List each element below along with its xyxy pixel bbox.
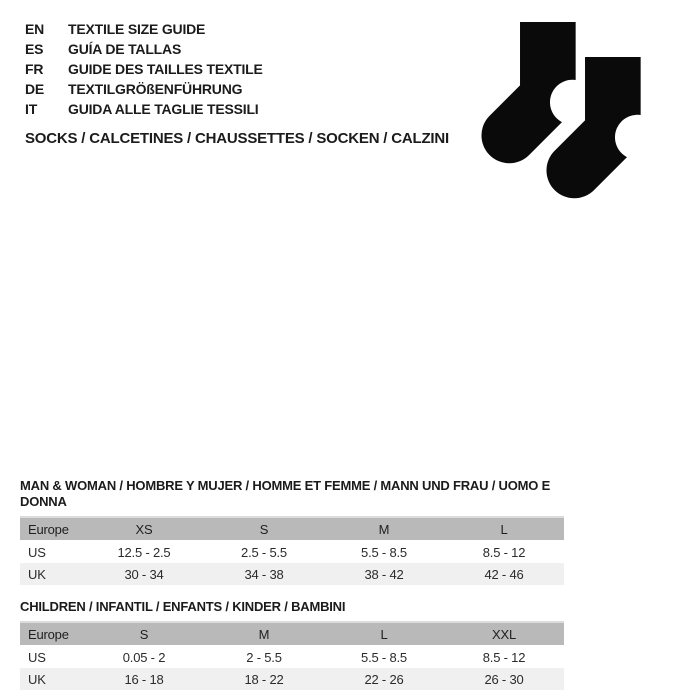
size-value-cell: 26 - 30 [484,671,524,687]
language-row-de [25,79,263,99]
size-table-man-woman [20,516,564,585]
size-value-cell: 22 - 26 [364,671,404,687]
language-row-es [25,39,263,59]
size-value-cell: 30 - 34 [124,566,164,582]
table-header-row [20,622,564,646]
language-label: TEXTILE SIZE GUIDE [68,21,206,37]
size-value-cell: 2.5 - 5.5 [241,544,287,560]
col-header-size: M [324,517,444,541]
size-value-cell: 8.5 - 12 [482,649,526,665]
language-label: GUIDA ALLE TAGLIE TESSILI [68,101,259,117]
size-value-cell: 16 - 18 [124,671,164,687]
size-value-cell: 0.05 - 2 [122,649,166,665]
socks-icon [468,15,678,215]
section-title: CHILDREN / INFANTIL / ENFANTS / KINDER / BAMBINI [20,599,346,614]
table-row-uk [20,668,564,690]
language-code: IT [25,101,38,117]
col-header-size: S [204,517,324,541]
language-code: DE [25,81,45,97]
table-header-row [20,517,564,541]
size-table-children [20,621,564,690]
size-value-cell: 38 - 42 [364,566,404,582]
size-value-cell: 5.5 - 8.5 [361,649,407,665]
language-label: GUIDE DES TAILLES TEXTILE [68,61,263,77]
size-value-cell: 2 - 5.5 [246,649,282,665]
language-code: EN [25,21,45,37]
category-title: SOCKS / CALCETINES / CHAUSSETTES / SOCKEN / CALZINI [25,130,450,147]
table-row-us [20,541,564,564]
language-label: TEXTILGRÖßENFÜHRUNG [68,81,243,97]
size-value-cell: 12.5 - 2.5 [117,544,171,560]
language-code: ES [25,41,44,57]
language-list [25,19,263,119]
language-row-en [25,19,263,39]
size-value-cell: 42 - 46 [484,566,524,582]
col-header-size: L [324,622,444,646]
size-value-cell: 8.5 - 12 [482,544,526,560]
region-cell: US [28,649,46,665]
table-row-uk [20,563,564,585]
col-header-region: Europe [20,622,84,646]
size-value-cell: 5.5 - 8.5 [361,544,407,560]
language-label: GUÍA DE TALLAS [68,41,182,57]
language-row-fr [25,59,263,79]
language-code: FR [25,61,44,77]
region-cell: UK [28,566,46,582]
language-row-it [25,99,263,119]
col-header-size: XS [84,517,204,541]
table-row-us [20,646,564,669]
col-header-size: L [444,517,564,541]
size-value-cell: 34 - 38 [244,566,284,582]
col-header-region: Europe [20,517,84,541]
region-cell: US [28,544,46,560]
size-guide-section-man-woman [20,478,564,585]
region-cell: UK [28,671,46,687]
col-header-size: M [204,622,324,646]
col-header-size: XXL [444,622,564,646]
section-title: MAN & WOMAN / HOMBRE Y MUJER / HOMME ET FEMME / MANN UND FRAU / UOMO E DONNA [20,478,551,509]
size-guide-section-children [20,599,564,690]
size-value-cell: 18 - 22 [244,671,284,687]
col-header-size: S [84,622,204,646]
